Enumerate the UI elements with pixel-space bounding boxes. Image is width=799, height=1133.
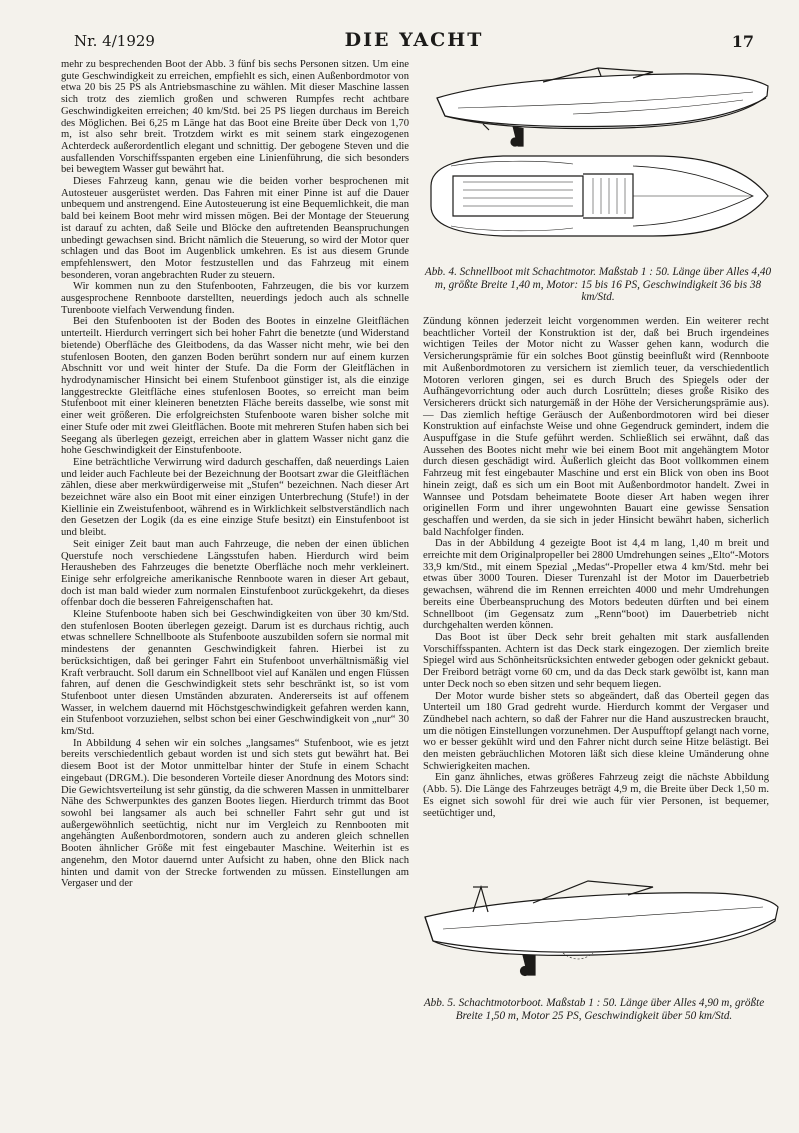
- paragraph: In Abbildung 4 sehen wir ein solches „langsames“ Stufenboot, wie es jetzt bereits verschiedentlich gebaut worden ist und sich stets gut bewährt hat. Bei diesem Boot ist der Motor unmittelbar hinter der Stufe in einem Schacht eingebaut (DRGM.). Die besonderen Vorteile dieser Anordnung des Motors sind: Die Gewichtsverteilung ist sehr günstig, da die schweren Massen in unmittelbarer Nähe des Schwerpunktes des ganzen Bootes liegen. Hierdurch trimmt das Boot sowohl bei langsamer als auch bei schneller Fahrt sehr gut und ist außergewöhnlich seetüchtig, nicht nur im Vergleich zu Rennbooten mit angehängten Außenbordmotoren, sondern auch zu anderen gleich schnellen Booten ähnlicher Größe mit fest eingebauter Maschine. Weiterhin ist es angenehm, den Motor dauernd unter Aufsicht zu haben, ohne den Blick nach hinten und damit von der Strecke fortwenden zu müssen. Einstellungen am Vergaser und der: [61, 737, 409, 890]
- paragraph: Seit einiger Zeit baut man auch Fahrzeuge, die neben der einen üblichen Querstufe noch verschiedene Längsstufen haben. Hierdurch wird beim Herausheben des Fahrzeuges die benetzte Oberfläche noch mehr verkleinert. Einige sehr erfolgreiche amerikanische Rennboote waren in dieser Art gebaut, doch ist man bald wieder zum normalen Einstufenboot zurückgekehrt, da dieses offenbar doch die besseren Fahreigenschaften hat.: [61, 538, 409, 609]
- page-number: 17: [731, 32, 754, 51]
- paragraph: Der Motor wurde bisher stets so abgeändert, daß das Oberteil gegen das Unterteil um 180 Grad gedreht wurde. Hierdurch kommt der Vergaser und Zündhebel nach achtern, so daß der Fahrer nur die Hand auszustrecken braucht, um die nötigen Einstellungen vorzunehmen. Der Auspufftopf gelangt nach vorne, wo er besser gekühlt wird und den Fahrer nicht durch seine Hitze belästigt. Bei den meisten gebräuchlichen Motoren läßt sich diese kleine Umänderung ohne Schwierigkeiten machen.: [423, 690, 769, 772]
- paragraph: Ein ganz ähnliches, etwas größeres Fahrzeug zeigt die nächste Abbildung (Abb. 5). Die Länge des Fahrzeuges beträgt 4,9 m, die Breite über Deck 1,50 m. Es eignet sich sowohl für drei wie auch für vier Personen, ist bequemer, seetüchtiger und,: [423, 772, 769, 819]
- paragraph: Bei den Stufenbooten ist der Boden des Bootes in einzelne Gleitflächen unterteilt. Hierdurch verringert sich bei hoher Fahrt die benetzte (und Widerstand bietende) Oberfläche des Gleitbodens, da das Wasser nicht mehr, wie bei den stufenlosen Booten, den ganzen Boden berührt sondern nur auf einem kurzen Abschnitt vor und weit hinter der Stufe. Da die Form der Gleitflächen in hydrodynamischer Hinsicht bei einem Stufenboot günstiger ist, als die einzige langgestreckte Gleitfläche eines stufenlosen Bootes, so erreicht man beim Stufenboot mit einer kleineren benetzten Fläche bereits dasselbe, wie sonst mit einer weit größeren. Die erfolgreichsten Stufenboote waren bisher solche mit einer Stufe oder mit zwei Gleitflächen. Boote mit mehreren Stufen haben sich bei Seegang als überlegen gezeigt, erreichen aber in glattem Wasser nicht ganz die hohe Geschwindigkeit der Einstufenboote.: [61, 316, 409, 457]
- paragraph: Eine beträchtliche Verwirrung wird dadurch geschaffen, daß neuerdings Laien und leider auch Fachleute bei der Bezeichnung der Bootsart zwar die Gleitflächen zählen, diese aber merkwürdigerweise mit „Stufen“ bezeichnen. Nach dieser Art bezeichnet wäre also ein Boot mit einer einzigen Unterbrechung (Stufe!) in der Kiellinie ein Zweistufenboot, während es in Wirklichkeit selbstverständlich nach den Gesetzen der Logik (da es eine einzige Stufe besitzt) ein Einstufenboot ist und bleibt.: [61, 456, 409, 539]
- figure-4-caption: Abb. 4. Schnellboot mit Schachtmotor. Maßstab 1 : 50. Länge über Alles 4,40 m, größte Breite 1,40 m, Motor: 15 bis 16 PS, Geschwindigkeit 36 bis 38 km/Std.: [424, 266, 772, 303]
- paragraph: Das Boot ist über Deck sehr breit gehalten mit stark ausfallenden Vorschiffsspanten. Achtern ist das Deck stark eingezogen. Der ziemlich breite Spiegel wird aus Schönheitsrücksichten entweder gebogen oder geknickt gebaut. Der Freibord beträgt vorne 60 cm, und da das Deck stark gewölbt ist, kann man unter Deck noch so eben sitzen und sehr bequem liegen.: [423, 631, 769, 690]
- boat-side-elevation-drawing: [413, 857, 783, 992]
- paragraph: Das in der Abbildung 4 gezeigte Boot ist 4,4 m lang, 1,40 m breit und erreichte mit dem Originalpropeller bei 2800 Umdrehungen seines „Elto“-Motors 33,9 km/Std., mit einem Spezial „Medas“-Propeller etwa 4 km/Std. mehr bei etwas über 3000 Touren. Dieser Turenzahl ist der Motor im Dauerbetrieb gewachsen, während die im Rennen erreichten 4000 und mehr Umdrehungen bereits eine Überbeanspruchung des Motors bedeuten dürften und bei einem Schnellboot (im Gegensatz zum „Renn“boot) im Dauerbetrieb nicht durchgehalten werden können.: [423, 538, 769, 632]
- left-text-column: [61, 59, 409, 890]
- right-text-column: [423, 316, 769, 819]
- magazine-title: DIE YACHT: [344, 29, 484, 51]
- paragraph: Kleine Stufenboote haben sich bei Geschwindigkeiten von über 30 km/Std. den stufenlosen Booten überlegen gezeigt. Darum ist es durchaus richtig, auch etwas schnellere Schnellboote als Stufenboote auszubilden sofern sie normal mit mindestens der genannten Geschwindigkeit fahren. Hierbei ist zu berücksichtigen, daß bei geringer Fahrt ein Stufenboot unverhältnismäßig viel Kraft verbraucht. Soll darum ein Schnellboot viel auf Kanälen und engen Flüssen fahren, auf denen die Geschwindigkeit stets sehr beschränkt ist, so ist vom Stufenboot unter diesen Umständen abzuraten. Andererseits ist auf offenem Wasser, in welchem dauernd mit Höchstgeschwindigkeit gefahren werden kann, ein Stufenboot vorzuziehen, selbst schon bei einer Geschwindigkeit von „nur“ 30 km/Std.: [61, 609, 409, 738]
- paragraph: Dieses Fahrzeug kann, genau wie die beiden vorher besprochenen mit Autosteuer ausgerüstet werden. Das Fahren mit einer Pinne ist auf die Dauer unbequem und anstrengend. Eine Autosteuerung ist eine Bequemlichkeit, die man bald bei keinem Boot mehr wird missen mögen. Bei der Montage der Steuerung ist darauf zu achten, daß Seile und Blöcke den auftretenden Beanspruchungen unbedingt gewachsen sind. Bricht nämlich die Steuerung, so wird der Motor quer schlagen und das Boot im Augenblick umkehren. Es ist aus diesem Grunde empfehlenswert, den Motor festzustellen und das Fahrzeug mit einem besonderen, voran angebrachten Ruder zu steuern.: [61, 176, 409, 281]
- issue-number: Nr. 4/1929: [74, 32, 155, 50]
- boat-side-and-plan-drawing: [423, 56, 773, 262]
- figure-5-boat-drawing: [413, 857, 783, 992]
- figure-5-caption: Abb. 5. Schachtmotorboot. Maßstab 1 : 50. Länge über Alles 4,90 m, größte Breite 1,50 m, Motor 25 PS, Geschwindigkeit über 50 km/Std.: [423, 997, 765, 1022]
- paragraph: Zündung können jederzeit leicht vorgenommen werden. Ein weiterer recht beachtlicher Vorteil der Konstruktion ist der, daß bei Bruch irgendeines wichtigen Teiles der Motor nicht zu Wasser gehen kann, wodurch die Versicherungsprämie für ein solches Boot günstig beeinflußt wird (Rennboote mit Außenbordmotoren zu versichern ist ziemlich teuer, da verschiedentlich Motoren verloren gingen, sei es durch Bruch des Spiegels oder der Aufhängevorrichtung oder auch durch Losrütteln; dieses große Risiko des Versicherers drückt sich naturgemäß in der Höhe der Versicherungsprämie aus). — Das ziemlich heftige Geräusch der Außenbordmotoren wird bei dieser Konstruktion auf einfachste Weise und ohne Gegendruck gemindert, indem die Auspuffgase in die Stufe geführt werden. Schließlich sei erwähnt, daß das Aussehen des Bootes nicht mehr wie bei einem Boot mit angehängtem Motor durch diesen geschädigt wird. Äußerlich gleicht das Boot vollkommen einem Fahrzeug mit fest eingebauter Maschine und erst ein Blick von oben ins Boot hinein zeigt, daß es sich um ein Boot mit Außenbordmotor handelt. Zwei in Wannsee und Potsdam beheimatete Boote dieser Art haben wegen ihrer originellen Form und ihrer ungewohnten Bauart eine gewisse Sensation geschaffen und werden, da sie sich in jeder Hinsicht bewährt haben, sicherlich bald Nachfolger finden.: [423, 316, 769, 538]
- paragraph: Wir kommen nun zu den Stufenbooten, Fahrzeugen, die bis vor kurzem ausgesprochene Rennboote darstellten, neuerdings jedoch auch als schnelle Turenboote vielfach Verwendung finden.: [61, 281, 409, 316]
- page-header: [74, 28, 754, 54]
- paragraph: mehr zu besprechenden Boot der Abb. 3 fünf bis sechs Personen sitzen. Um eine gute Geschwindigkeit zu erreichen, empfiehlt es sich, einen Außenbordmotor von etwa 20 bis 25 PS als Antriebsmaschine zu wählen. Mit dieser Maschine lassen sich trotz des ziemlich großen und schweren Rumpfes recht achtbare Geschwindigkeiten erreichen; 40 km/Std. bei 25 PS liegen durchaus im Bereich des Möglichen. Bei 6,25 m Länge hat das Boot eine Breite über Deck von 1,70 m, ist also sehr breit. Trotzdem wirkt es mit seinem stark eingezogenen Achterdeck außerordentlich elegant und schnittig. Der gebogene Steven und die ausfallenden Vorschiffsspanten ergeben eine Linienführung, die sich besonders bei bewegtem Wasser gut bewährt hat.: [61, 59, 409, 176]
- figure-4-boat-drawings: [423, 56, 773, 262]
